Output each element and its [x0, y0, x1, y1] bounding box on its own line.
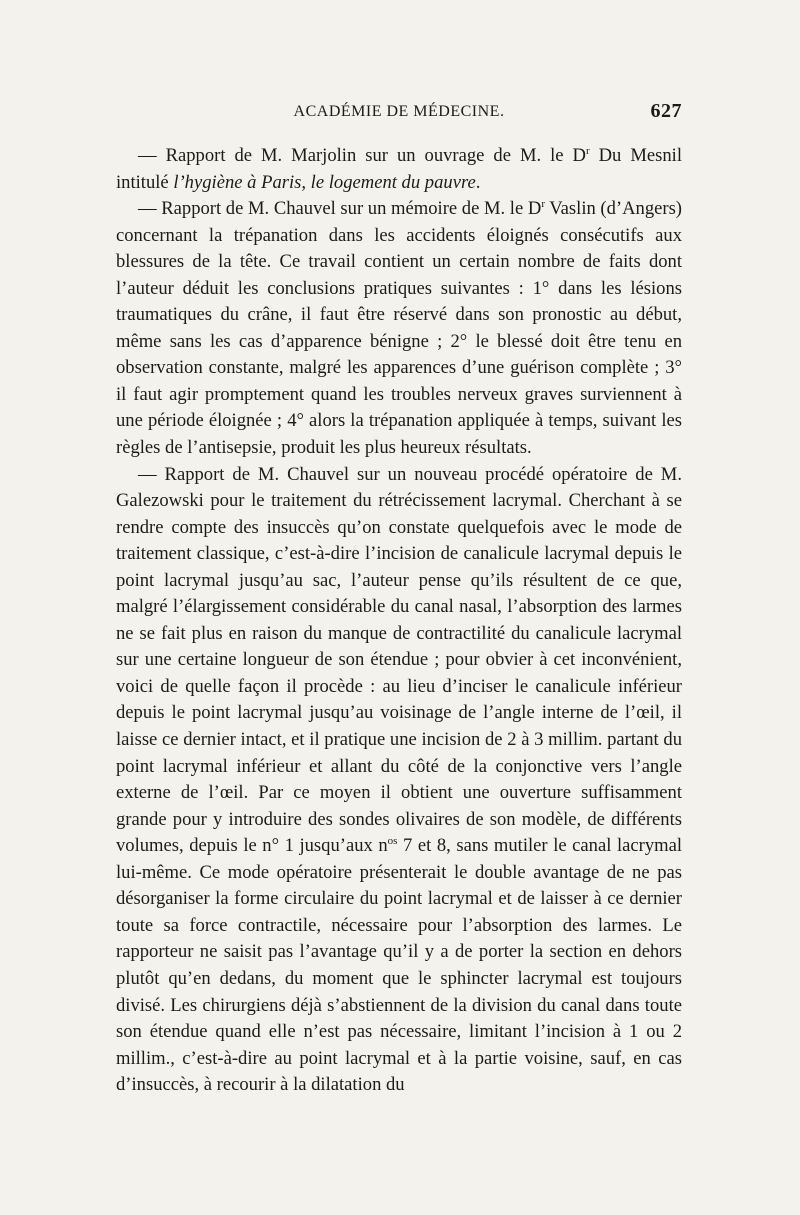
text-segment: Vaslin (d’Angers) concernant la trépanation dans les accidents éloignés consécutifs aux blessures de la tête. Ce travail contient un certain nombre de faits dont l’auteur déduit les conclusions pratiques suivantes : 1° dans les lésions traumatiques du crâne, il faut être réservé dans son pronostic au début, même sans les cas d’apparence bénigne ; 2° le blessé doit être tenu en observation constante, malgré les apparences d’une guérison complète ; 3° il faut agir promptement quand les troubles nerveux graves surviennent à une période éloignée ; 4° alors la trépanation appliquée à temps, suivant les règles de l’antisepsie, produit les plus heureux résultats.	[116, 198, 683, 459]
page-number: 627	[650, 100, 682, 122]
text-segment: 7 et 8, sans mutiler le canal lacrymal lui-même. Ce mode opératoire présenterait le double avantage de ne pas désorganiser la forme circulaire du point lacrymal et de laisser à ce dernier toute sa force contractile, nécessaire pour l’absorption des larmes. Le rapporteur ne saisit pas l’avantage qu’il y a de porter la section en dehors plutôt qu’en dedans, du moment que le sphincter lacrymal est toujours divisé. Les chirurgiens déjà s’abstiennent de la division du canal dans toute son étendue quand elle n’est pas nécessaire, limitant l’incision à 1 ou 2 millim., c’est-à-dire au point lacrymal et à la partie voisine, sauf, en cas d’insuccès, à recourir à la dilatation du	[116, 835, 682, 1096]
italic-title: l’hygiène à Paris, le logement du pauvre	[173, 171, 476, 193]
superscript: r	[585, 144, 590, 157]
text-segment: — Rapport de M. Chauvel sur un mémoire de M. le D	[138, 198, 542, 220]
paragraph	[116, 143, 682, 196]
superscript: os	[387, 835, 398, 848]
paragraph	[116, 462, 682, 1099]
text-segment: Du Mesnil intitulé	[116, 145, 682, 193]
superscript: r	[541, 197, 545, 210]
paragraph	[116, 196, 682, 461]
text-segment: — Rapport de M. Chauvel sur un nouveau procédé opératoire de M. Galezowski pour le traitement du rétrécissement lacrymal. Cherchant à se rendre compte des insuccès qu’on constate quelquefois avec le mode de traitement classique, c’est-à-dire l’incision de canalicule lacrymal depuis le point lacrymal jusqu’au sac, l’auteur pense qu’ils résultent de ce que, malgré l’élargissement considérable du canal nasal, l’absorption des larmes ne se fait plus en raison du manque de contractilité du canalicule lacrymal sur une certaine longueur de son étendue ; pour obvier à cet inconvénient, voici de quelle façon il procède : au lieu d’inciser le canalicule inférieur depuis le point lacrymal jusqu’au voisinage de l’angle interne de l’œil, il laisse ce dernier intact, et il pratique une incision de 2 à 3 millim. partant du point lacrymal inférieur et allant du côté de la conjonctive vers l’angle externe de l’œil. Par ce moyen il obtient une ouverture suffisamment grande pour y introduire des sondes olivaires de son modèle, de différents volumes, depuis le n° 1 jusqu’aux n	[116, 463, 682, 857]
running-title: ACADÉMIE DE MÉDECINE.	[293, 103, 505, 120]
body-text	[116, 143, 682, 1099]
text-segment: .	[475, 171, 481, 193]
text-segment: — Rapport de M. Marjolin sur un ouvrage de M. le D	[138, 145, 586, 166]
running-head	[116, 100, 682, 126]
